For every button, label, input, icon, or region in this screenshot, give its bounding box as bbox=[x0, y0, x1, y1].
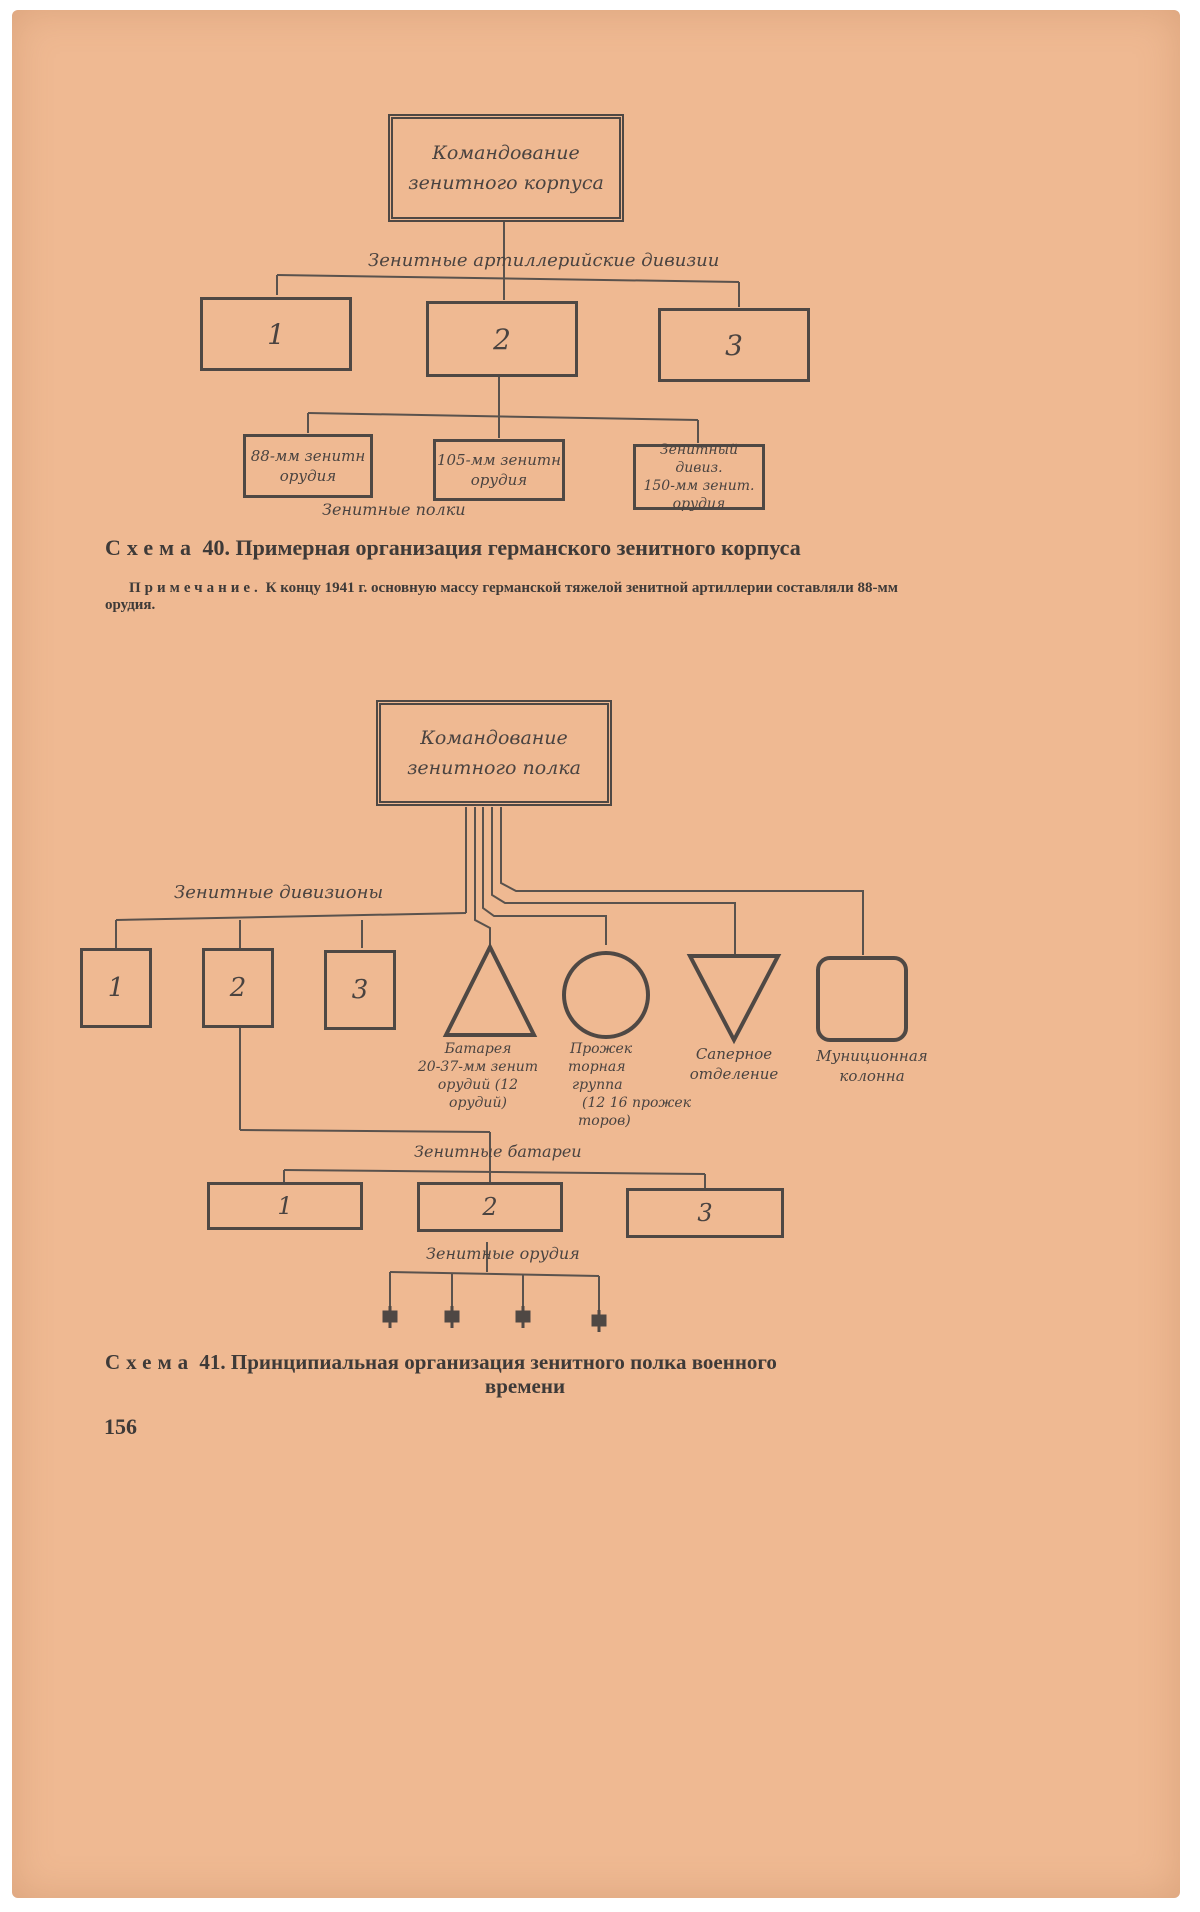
corps-division-1: 1 bbox=[200, 297, 352, 371]
regiment-105-line1: 105-мм зенитн bbox=[436, 451, 562, 469]
ammunition-square-icon bbox=[818, 958, 906, 1040]
scheme40-caption-text: Примерная организация германского зенитного корпуса bbox=[235, 535, 801, 560]
corps-regiment-105 bbox=[433, 439, 565, 501]
corps-hq-line1: Командование bbox=[432, 142, 580, 164]
gun-icons bbox=[384, 1306, 605, 1332]
sapper-unit-label bbox=[672, 1044, 796, 1084]
battery-unit-label bbox=[408, 1040, 548, 1112]
scheme41-caption bbox=[105, 1350, 905, 1398]
searchlight-label-line2: торная bbox=[568, 1059, 626, 1075]
battery-label-line1: Батарея bbox=[444, 1041, 512, 1057]
regiment-division-2: 2 bbox=[202, 948, 274, 1028]
searchlight-circle-icon bbox=[564, 953, 648, 1037]
regiment-105-line2: орудия bbox=[470, 471, 528, 489]
searchlight-label-line5: торов) bbox=[578, 1113, 631, 1129]
regiment-hq-line2: зенитного полка bbox=[407, 757, 581, 779]
corps-divisions-label: Зенитные артиллерийские дивизии bbox=[368, 250, 720, 271]
scheme41-caption-line1 bbox=[105, 1350, 905, 1374]
scheme41-caption-number: 41. bbox=[199, 1350, 226, 1374]
scheme41-caption-word: Схема bbox=[105, 1350, 195, 1374]
regiment-hq-box bbox=[376, 700, 612, 806]
scheme40-caption bbox=[105, 535, 801, 561]
scheme41-caption-line2: времени bbox=[484, 1374, 566, 1398]
scheme41-caption-text: Принципиальная организация зенитного полка военного bbox=[230, 1350, 777, 1374]
corps-division-2: 2 bbox=[426, 301, 578, 377]
corps-regiment-88 bbox=[243, 434, 373, 498]
scheme40-note-word: Примечание. bbox=[129, 580, 262, 596]
regiment-150-line2: 150-мм зенит. bbox=[643, 478, 755, 494]
ammunition-unit-label bbox=[802, 1046, 942, 1086]
corps-hq-line2: зенитного корпуса bbox=[408, 172, 604, 194]
battery-2: 2 bbox=[417, 1182, 563, 1232]
regiment-hq-line1: Командование bbox=[420, 727, 568, 749]
regiment-150-line3: орудия bbox=[672, 496, 726, 512]
searchlight-label-line1: Прожек bbox=[570, 1041, 633, 1057]
corps-division-3: 3 bbox=[658, 308, 810, 382]
regiment-150-line1: Зенитный дивиз. bbox=[659, 442, 739, 476]
scheme40-caption-number: 40. bbox=[202, 535, 230, 560]
corps-regiments-label: Зенитные полки bbox=[322, 500, 466, 519]
regiment-division-3: 3 bbox=[324, 950, 396, 1030]
scheme40-caption-word: Схема bbox=[105, 535, 197, 560]
batteries-label: Зенитные батареи bbox=[414, 1142, 582, 1161]
battery-1: 1 bbox=[207, 1182, 363, 1230]
regiment-division-1: 1 bbox=[80, 948, 152, 1028]
page-number: 156 bbox=[104, 1414, 137, 1439]
corps-regiment-150 bbox=[633, 444, 765, 510]
battery-3: 3 bbox=[626, 1188, 784, 1238]
ammunition-label-line2: колонна bbox=[839, 1067, 905, 1085]
battery-triangle-icon bbox=[446, 947, 534, 1035]
book-page bbox=[12, 10, 1180, 1898]
battery-label-line3: орудий (12 орудий) bbox=[437, 1077, 519, 1111]
guns-label: Зенитные орудия bbox=[426, 1244, 580, 1263]
battery-label-line2: 20-37-мм зенит bbox=[417, 1059, 539, 1075]
scheme40-note-text: К концу 1941 г. основную массу германской тяжелой зенитной артиллерии составляли 88-мм орудия. bbox=[105, 580, 898, 613]
regiment-divisions-label: Зенитные дивизионы bbox=[174, 882, 384, 903]
corps-hq-box bbox=[388, 114, 624, 222]
ammunition-label-line1: Мунициoнная bbox=[816, 1047, 928, 1065]
connector-lines bbox=[12, 10, 1180, 1898]
searchlight-label-line3: группа bbox=[572, 1077, 623, 1093]
sapper-triangle-icon bbox=[690, 956, 778, 1040]
regiment-88-line2: орудия bbox=[279, 467, 337, 485]
sapper-label-line2: отделение bbox=[689, 1065, 779, 1083]
sapper-label-line1: Саперное bbox=[695, 1045, 773, 1063]
regiment-88-line1: 88-мм зенитн bbox=[250, 447, 366, 465]
scheme40-note bbox=[105, 580, 913, 614]
searchlight-label-line4: (12 16 прожек bbox=[582, 1095, 691, 1111]
